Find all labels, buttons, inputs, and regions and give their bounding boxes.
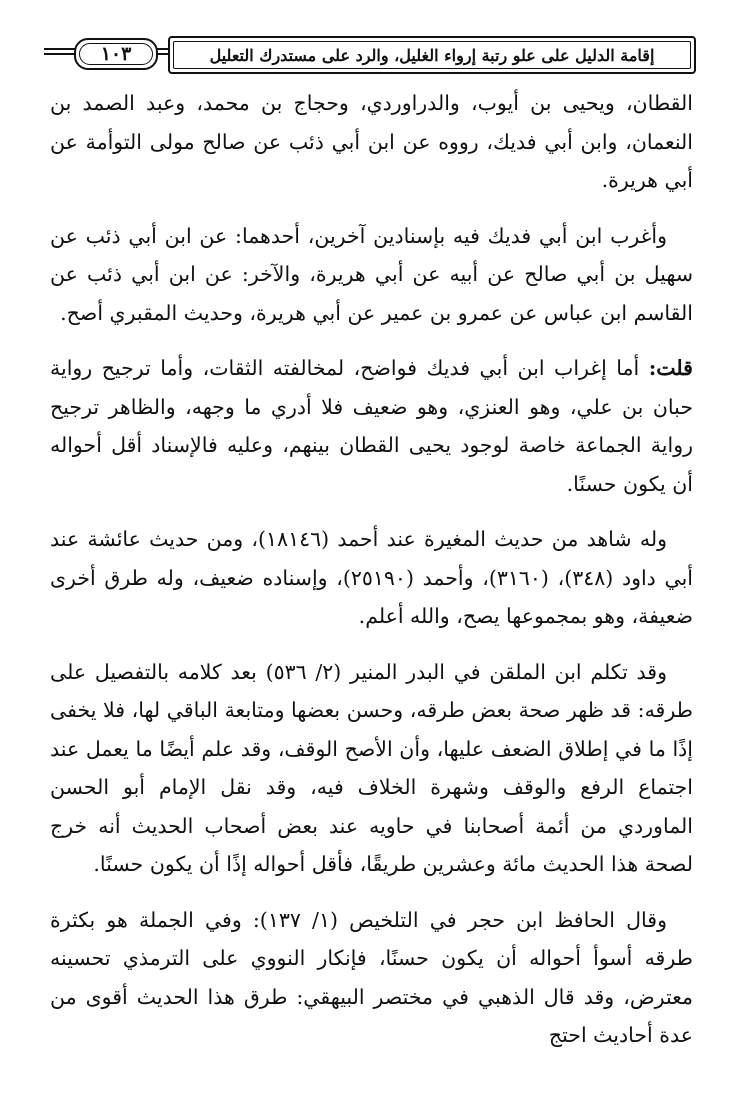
- paragraph-lead: قلت:: [648, 356, 693, 380]
- paragraph-text: وأغرب ابن أبي فديك فيه بإسنادين آخرين، أحدهما: عن ابن أبي ذئب عن سهيل بن أبي صالح عن أبيه عن أبي هريرة، والآخر: عن ابن أبي ذئب عن القاسم ابن عباس عن عمرو بن عمير عن أبي هريرة، وحديث المقبري أصح.: [50, 223, 693, 325]
- body-text: [50, 84, 693, 1072]
- paragraph-text: وله شاهد من حديث المغيرة عند أحمد (١٨١٤٦)، ومن حديث عائشة عند أبي داود (٣٤٨)، (٣١٦٠)، وأحمد (٢٥١٩٠)، وإسناده ضعيف، وله طرق أخرى ضعيفة، وهو بمجموعها يصح، والله أعلم.: [50, 527, 693, 628]
- paragraph-text: القطان، ويحيى بن أيوب، والدراوردي، وحجاج بن محمد، وعبد الصمد بن النعمان، وابن أبي فديك، رووه عن ابن أبي ذئب عن صالح مولى التوأمة عن أبي هريرة.: [50, 91, 693, 192]
- page-header: [44, 36, 696, 76]
- paragraph: [50, 349, 693, 503]
- paragraph: [50, 653, 693, 884]
- paragraph-text: أما إغراب ابن أبي فديك فواضح، لمخالفته الثقات، وأما ترجيح رواية حبان بن علي، وهو العنزي، وهو ضعيف فلا أدري ما وجهه، والظاهر ترجيح رواية الجماعة خاصة لوجود يحيى القطان بينهم، وعليه فالإسناد أقل أحواله أن يكون حسنًا.: [50, 356, 693, 496]
- paragraph-text: وقد تكلم ابن الملقن في البدر المنير (٢/ ٥٣٦) بعد كلامه بالتفصيل على طرقه: قد ظهر صحة بعض طرقه، وحسن بعضها ومتابعة الباقي لها، فلا يخفى إذًا ما في إطلاق الضعف عليها، وأن الأصح الوقف، وقد علم أيضًا ما يعمل عند اجتماع الرفع والوقف وشهرة الخلاف فيه، وقد نقل الإمام أبو الحسن الماوردي من أئمة أصحابنا في حاويه عند بعض أصحاب الحديث أنه خرج لصحة هذا الحديث مائة وعشرين طريقًا، فأقل أحواله إذًا أن يكون حسنًا.: [50, 659, 693, 876]
- running-title: إقامة الدليل على علو رتبة إرواء الغليل، والرد على مستدرك التعليل: [209, 45, 655, 65]
- running-title-frame: [168, 36, 696, 74]
- paragraph-text: وقال الحافظ ابن حجر في التلخيص (١/ ١٣٧): وفي الجملة هو بكثرة طرقه أسوأ أحواله أن يكون حسنًا، فإنكار النووي على الترمذي تحسينه معترض، وقد قال الذهبي في مختصر البيهقي: طرق هذا الحديث أقوى من عدة أحاديث احتج: [50, 907, 693, 1047]
- paragraph: [50, 217, 693, 333]
- paragraph: [50, 901, 693, 1055]
- page-number: ١٠٣: [74, 38, 158, 70]
- paragraph: [50, 520, 693, 636]
- paragraph: [50, 84, 693, 200]
